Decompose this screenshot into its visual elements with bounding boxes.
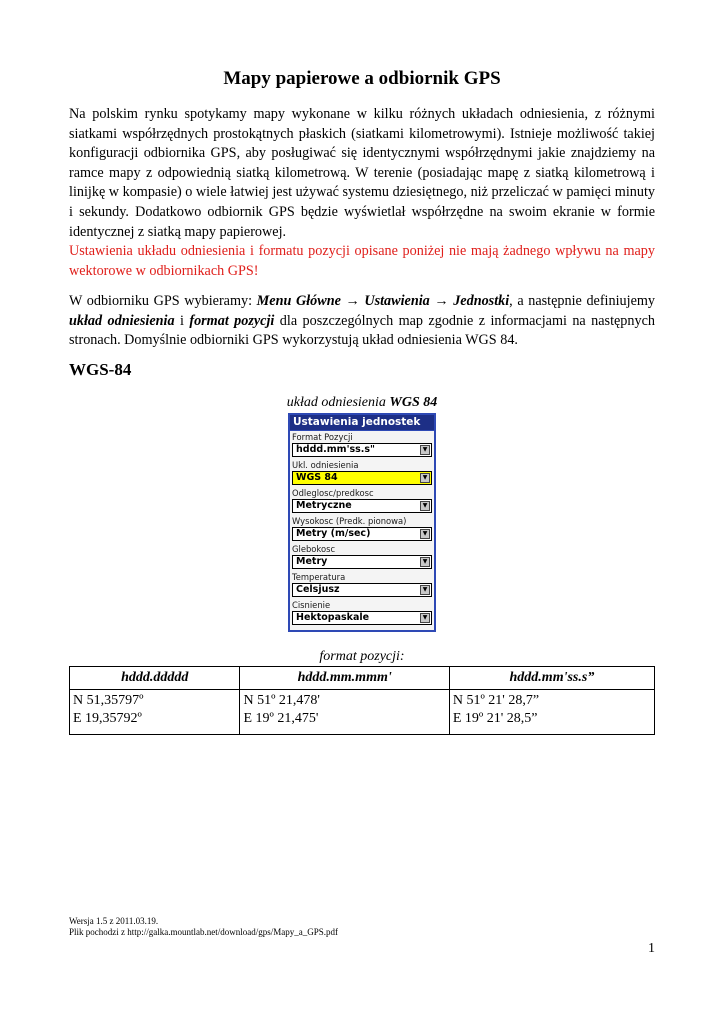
menu-path-units: Jednostki	[453, 293, 510, 309]
gps-settings-screen	[288, 413, 436, 632]
gps-dropdown-temperature[interactable]	[292, 583, 432, 597]
gps-dropdown-position-format[interactable]	[292, 443, 432, 457]
longitude-value: E 19º 21' 28,5”	[452, 711, 538, 726]
gps-value: WGS 84	[296, 472, 338, 483]
column-header: hddd.mm'ss.s”	[449, 667, 654, 690]
table-cell	[240, 690, 449, 735]
gps-value: Celsjusz	[296, 584, 340, 595]
page-title: Mapy papierowe a odbiornik GPS	[223, 68, 501, 89]
instructions-paragraph	[69, 292, 655, 351]
chevron-down-icon[interactable]: ▼	[420, 445, 430, 455]
gps-dropdown-depth[interactable]	[292, 555, 432, 569]
coordinates-table	[69, 666, 655, 735]
figure-caption-bold: WGS 84	[389, 395, 438, 410]
gps-dropdown-datum[interactable]	[292, 471, 432, 485]
longitude-value: E 19º 21,475'	[243, 711, 319, 726]
page-number: 1	[648, 941, 655, 956]
gps-dropdown-elevation[interactable]	[292, 527, 432, 541]
table-caption: format pozycji:	[319, 649, 405, 664]
gps-label-position-format: Format Pozycji	[292, 432, 353, 442]
chevron-down-icon[interactable]: ▼	[420, 557, 430, 567]
gps-dropdown-distance-speed[interactable]	[292, 499, 432, 513]
gps-label-pressure: Cisnienie	[292, 600, 331, 610]
warning-paragraph: Ustawienia układu odniesienia i formatu pozycji opisane poniżej nie mają żadnego wpływu na mapy wektorowe w odbiornikach GPS!	[69, 243, 655, 279]
chevron-down-icon[interactable]: ▼	[420, 501, 430, 511]
menu-arrow: →	[429, 293, 454, 309]
chevron-down-icon[interactable]: ▼	[420, 585, 430, 595]
gps-value: Metry (m/sec)	[296, 528, 371, 539]
instructions-text: , a następnie definiujemy	[509, 293, 655, 309]
intro-paragraph: Na polskim rynku spotykamy mapy wykonane w kilku różnych układach odniesienia, z różnymi siatkami współrzędnych prostokątnych płaskich (siatkami kilometrowymi). Istnieje możliwość takiej konfiguracji odbiornika GPS, aby posługiwać się identycznymi współrzędnymi jakie znajdziemy na ramce mapy z odpowiednią siatką kilometrową. W terenie (posiadając mapę z siatką kilometrową i linijkę w kompasie) o wiele łatwiej jest używać systemu dziesiętnego, niż przeliczać w pamięci minuty i sekundy. Dodatkowo odbiornik GPS będzie wyświetlał współrzędne na swoim ekranie w formie identycznej z siatką mapy papierowej.	[69, 106, 655, 240]
gps-label-elevation: Wysokosc (Predk. pionowa)	[292, 516, 407, 526]
column-header: hddd.mm.mmm'	[240, 667, 449, 690]
latitude-value: N 51º 21,478'	[243, 693, 320, 708]
gps-value: hddd.mm'ss.s"	[296, 444, 376, 455]
figure-caption	[240, 395, 484, 411]
gps-value: Metryczne	[296, 500, 352, 511]
chevron-down-icon[interactable]: ▼	[420, 529, 430, 539]
gps-screen-header: Ustawienia jednostek	[290, 415, 434, 430]
chevron-down-icon[interactable]: ▼	[420, 613, 430, 623]
gps-value: Hektopaskale	[296, 612, 370, 623]
section-heading: WGS-84	[69, 360, 132, 379]
table-cell	[70, 690, 240, 735]
figure-caption-prefix: układ odniesienia	[286, 395, 390, 410]
gps-value: Metry	[296, 556, 328, 567]
gps-label-depth: Glebokosc	[292, 544, 336, 554]
chevron-down-icon[interactable]: ▼	[420, 473, 430, 483]
table-cell	[449, 690, 654, 735]
term-reference-system: układ odniesienia	[69, 312, 175, 329]
gps-label-distance-speed: Odleglosc/predkosc	[292, 488, 374, 498]
table-row	[70, 690, 655, 735]
longitude-value: E 19,35792º	[73, 711, 142, 726]
column-header: hddd.ddddd	[70, 667, 240, 690]
gps-label-temperature: Temperatura	[292, 572, 346, 582]
latitude-value: N 51,35797º	[73, 693, 144, 708]
gps-dropdown-pressure[interactable]	[292, 611, 432, 625]
menu-path-main: Menu Główne	[256, 293, 341, 309]
latitude-value: N 51º 21' 28,7”	[452, 693, 540, 708]
term-position-format: format pozycji	[189, 312, 275, 329]
footer-source: Plik pochodzi z http://galka.mountlab.net/download/gps/Mapy_a_GPS.pdf	[69, 927, 338, 937]
table-header-row	[70, 667, 655, 690]
menu-arrow: →	[340, 293, 365, 309]
gps-label-datum: Ukl. odniesienia	[292, 460, 359, 470]
instructions-text: W odbiorniku GPS wybieramy:	[69, 293, 257, 309]
instructions-text: i	[174, 312, 190, 329]
instructions-text: dla poszczególnych map zgodnie z informacjami na następnych stronach. Domyślnie odbiorniki GPS wykorzystują układ odniesienia WGS 84.	[69, 312, 655, 349]
menu-path-settings: Ustawienia	[364, 293, 430, 309]
gps-screen-body	[290, 431, 434, 630]
footer-version: Wersja 1.5 z 2011.03.19.	[69, 916, 159, 926]
